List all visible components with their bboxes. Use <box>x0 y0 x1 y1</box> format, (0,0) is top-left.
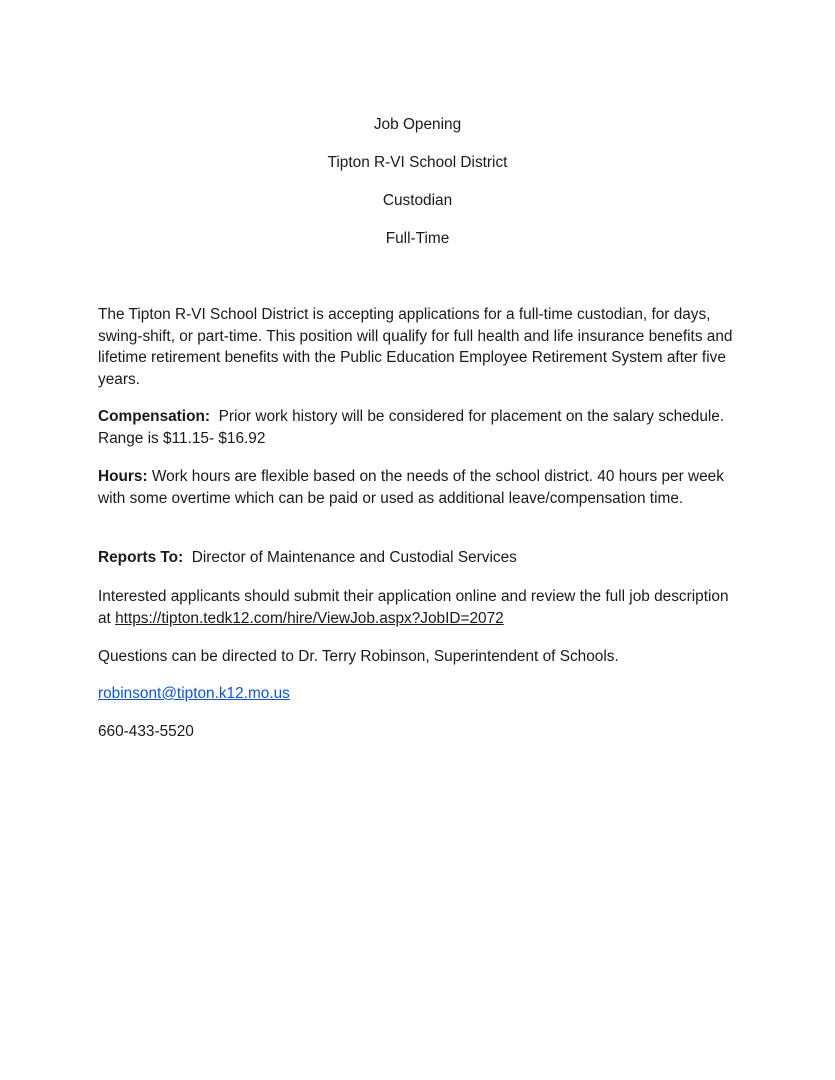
email-paragraph <box>98 683 743 705</box>
hours-paragraph <box>98 466 743 509</box>
hours-label: Hours: <box>98 468 148 485</box>
intro-paragraph: The Tipton R-VI School District is accepting applications for a full-time custodian, for days, swing-shift, or part-time. This position will qualify for full health and life insurance benefits and lifetime retirement benefits with the Public Education Employee Retirement System after five years. <box>98 306 733 388</box>
reports-to-text: Director of Maintenance and Custodial Services <box>183 549 517 566</box>
questions-paragraph: Questions can be directed to Dr. Terry Robinson, Superintendent of Schools. <box>98 648 619 665</box>
job-posting-link[interactable]: https://tipton.tedk12.com/hire/ViewJob.aspx?JobID=2072 <box>115 609 504 627</box>
hours-text: Work hours are flexible based on the needs of the school district. 40 hours per week with some overtime which can be paid or used as additional leave/compensation time. <box>98 468 729 507</box>
phone-number: 660-433-5520 <box>98 723 194 740</box>
heading-position: Custodian <box>382 192 453 209</box>
email-link[interactable]: robinsont@tipton.k12.mo.us <box>98 685 290 702</box>
heading-district: Tipton R-VI School District <box>327 154 508 171</box>
apply-paragraph <box>98 586 743 629</box>
compensation-text: Prior work history will be considered for placement on the salary schedule. Range is $11.15- $16.92 <box>98 408 729 447</box>
heading-employment-type: Full-Time <box>385 230 450 247</box>
apply-text: Interested applicants should submit their application online and review the full job description at <box>98 588 729 627</box>
heading-job-opening: Job Opening <box>373 116 462 133</box>
compensation-label: Compensation: <box>98 408 211 425</box>
compensation-paragraph <box>98 406 743 449</box>
reports-to-label: Reports To: <box>98 549 184 566</box>
reports-to-paragraph <box>98 547 743 569</box>
